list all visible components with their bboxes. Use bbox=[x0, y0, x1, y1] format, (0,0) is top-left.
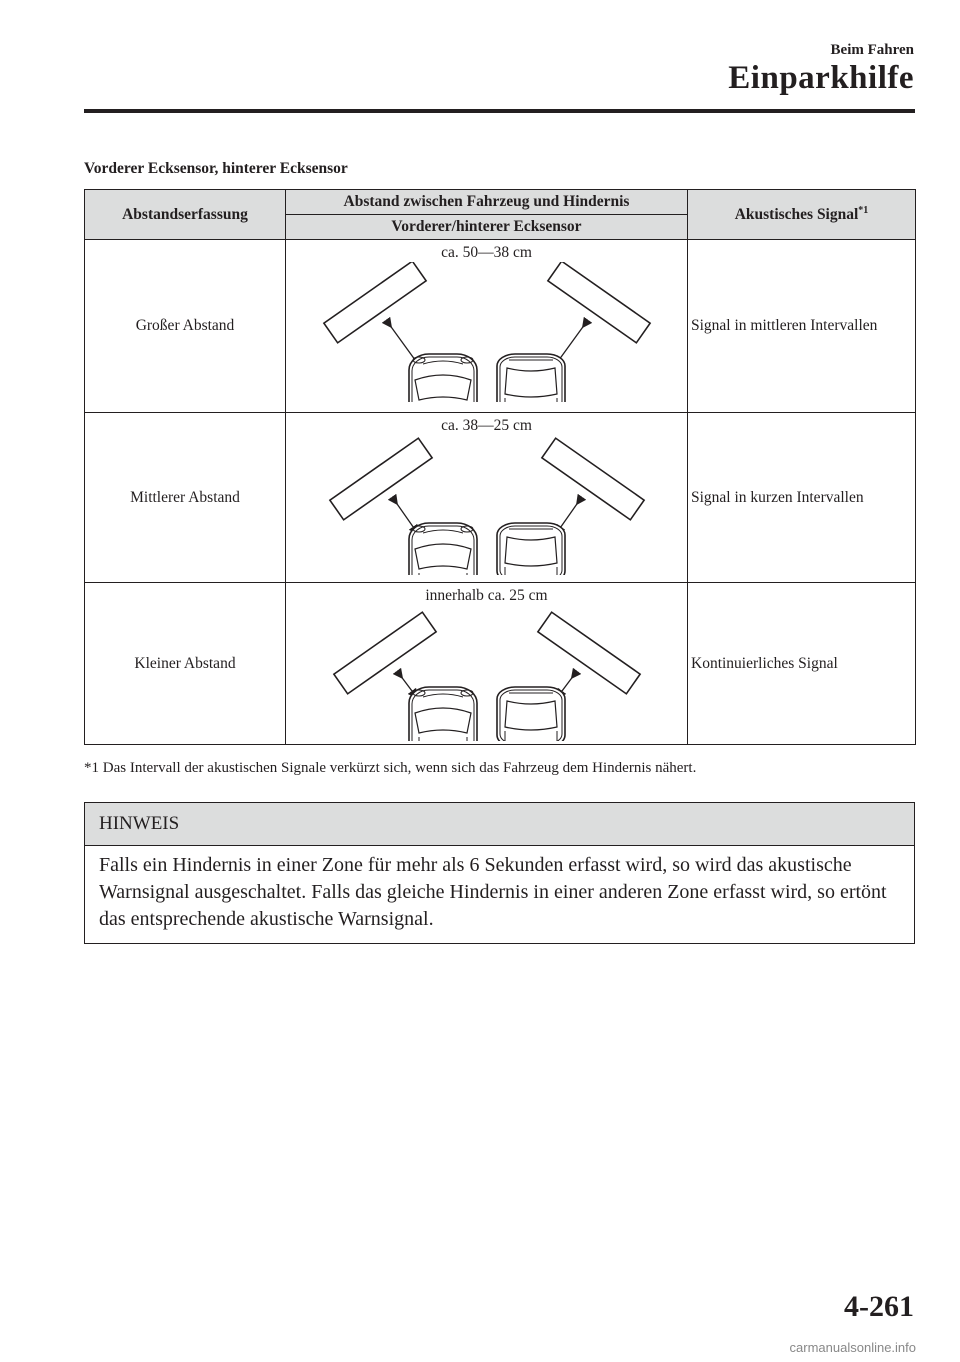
note-box bbox=[84, 802, 915, 944]
signal-cell: Signal in kurzen Intervallen bbox=[688, 413, 916, 583]
table-header-row bbox=[85, 190, 916, 215]
table-row bbox=[85, 240, 916, 413]
table-subtitle: Vorderer Ecksensor, hinterer Ecksensor bbox=[84, 160, 348, 177]
sensor-distance-table bbox=[84, 189, 916, 745]
diagram-cell bbox=[286, 583, 688, 745]
page-title: Einparkhilfe bbox=[728, 60, 914, 96]
note-heading: HINWEIS bbox=[85, 803, 914, 846]
parking-diagram-small bbox=[297, 605, 677, 741]
header-distance-between: Abstand zwischen Fahrzeug und Hindernis bbox=[286, 190, 688, 215]
watermark-link[interactable]: carmanualsonline.info bbox=[789, 1340, 916, 1355]
header-sensor: Vorderer/hinterer Ecksensor bbox=[286, 215, 688, 240]
section-label: Beim Fahren bbox=[830, 42, 914, 58]
header-acoustic-signal-label: Akustisches Signal bbox=[734, 206, 859, 224]
diagram-cell bbox=[286, 413, 688, 583]
signal-cell: Signal in mittleren Intervallen bbox=[688, 240, 916, 413]
distance-range: ca. 50―38 cm bbox=[441, 244, 532, 261]
header-acoustic-signal bbox=[688, 190, 916, 240]
table-row bbox=[85, 583, 916, 745]
signal-cell: Kontinuierliches Signal bbox=[688, 583, 916, 745]
footnote-marker: *1 bbox=[858, 204, 869, 216]
parking-diagram-large bbox=[297, 262, 677, 402]
distance-cell: Großer Abstand bbox=[85, 240, 286, 413]
note-text: Falls ein Hindernis in einer Zone für mehr als 6 Sekunden erfasst wird, so wird das akustische Warnsignal ausgeschaltet. Falls das gleiche Hindernis in einer anderen Zone erfasst wird, so ertönt das entsprechende akustische Warnsignal. bbox=[99, 854, 887, 930]
header-divider bbox=[84, 109, 915, 113]
page-number: 4-261 bbox=[844, 1290, 914, 1323]
parking-diagram-medium bbox=[297, 435, 677, 575]
distance-cell: Kleiner Abstand bbox=[85, 583, 286, 745]
distance-cell: Mittlerer Abstand bbox=[85, 413, 286, 583]
distance-range: innerhalb ca. 25 cm bbox=[425, 587, 548, 604]
distance-range: ca. 38―25 cm bbox=[441, 417, 532, 434]
footnote: *1 Das Intervall der akustischen Signale verkürzt sich, wenn sich das Fahrzeug dem Hindernis nähert. bbox=[84, 760, 697, 776]
header-distance-detection: Abstandserfassung bbox=[85, 190, 286, 240]
table-row bbox=[85, 413, 916, 583]
diagram-cell bbox=[286, 240, 688, 413]
